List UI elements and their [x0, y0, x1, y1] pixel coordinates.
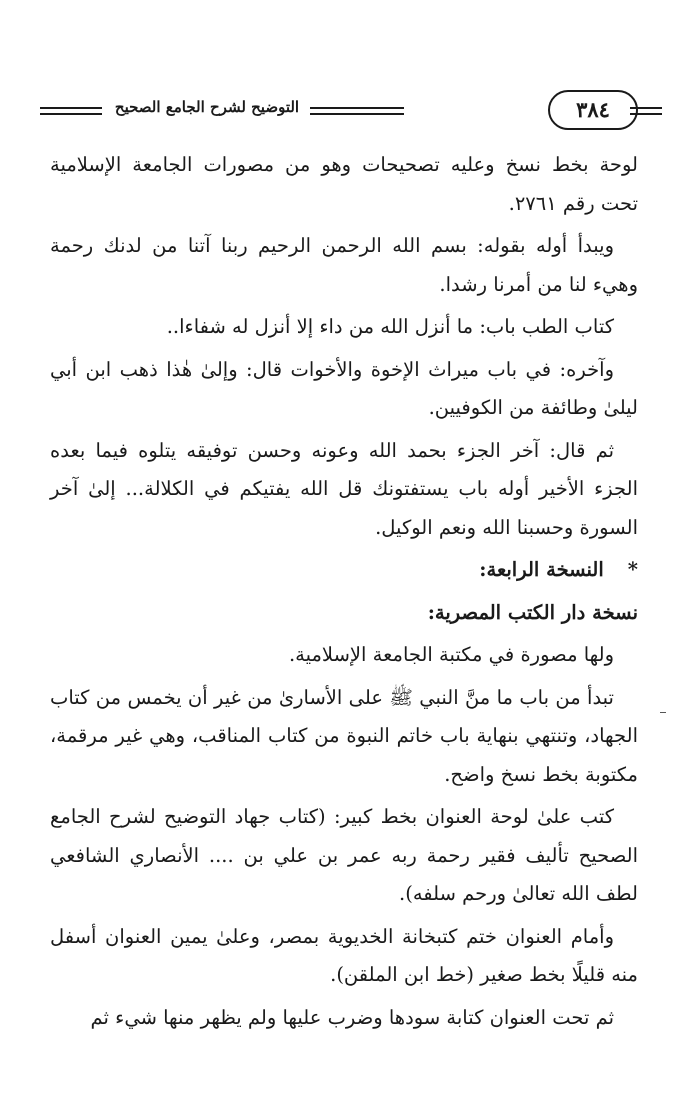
paragraph: وآخره: في باب ميراث الإخوة والأخوات قال: وإلىٰ هٰذا ذهب ابن أبي ليلىٰ وطائفة من الكوفيين.	[50, 357, 638, 419]
section-heading	[50, 551, 638, 590]
paragraph: كتاب الطب باب: ما أنزل الله من داء إلا أنزل له شفاءا..	[166, 315, 614, 338]
paragraph: ثم تحت العنوان كتابة سودها وضرب عليها ولم يظهر منها شيء ثم	[90, 1005, 614, 1029]
header-rule-left	[40, 107, 102, 116]
header-rule-right	[630, 107, 662, 116]
page-body	[50, 146, 638, 1041]
margin-mark	[660, 712, 666, 713]
asterisk-bullet: *	[627, 558, 638, 581]
paragraph: ثم قال: آخر الجزء بحمد الله وعونه وحسن توفيقه يتلوه فيما بعده الجزء الأخير أوله باب يستفتونك قل الله يفتيكم في الكلالة... إلىٰ آخر السورة وحسبنا الله ونعم الوكيل.	[50, 438, 638, 539]
running-title: التوضيح لشرح الجامع الصحيح	[114, 98, 300, 116]
subsection-heading: نسخة دار الكتب المصرية:	[427, 600, 638, 624]
paragraph: وأمام العنوان ختم كتبخانة الخديوية بمصر، وعلىٰ يمين العنوان أسفل منه قليلًا بخط صغير (خط ابن الملقن).	[50, 924, 638, 986]
paragraph: ويبدأ أوله بقوله: بسم الله الرحمن الرحيم ربنا آتنا من لدنك رحمة وهيء لنا من أمرنا رشدا.	[50, 234, 638, 296]
header-rule-middle	[310, 107, 404, 116]
paragraph: تبدأ من باب ما منَّ النبي ﷺ على الأسارىٰ من غير أن يخمس من كتاب الجهاد، وتنتهي بنهاية باب خاتم النبوة من كتاب المناقب، وهي غير مرقمة، مكتوبة بخط نسخ واضح.	[50, 685, 638, 786]
paragraph: لوحة بخط نسخ وعليه تصحيحات وهو من مصورات الجامعة الإسلامية تحت رقم ٢٧٦١.	[50, 153, 638, 215]
section-heading-text: النسخة الرابعة:	[479, 558, 604, 581]
page-header	[40, 90, 632, 134]
paragraph: كتب علىٰ لوحة العنوان بخط كبير: (كتاب جهاد التوضيح لشرح الجامع الصحيح تأليف فقير رحمة ربه عمر بن علي بن .... الأنصاري الشافعي لطف الله تعالىٰ ورحم سلفه).	[50, 805, 638, 905]
page-number-badge: ٣٨٤	[548, 90, 638, 130]
paragraph: ولها مصورة في مكتبة الجامعة الإسلامية.	[288, 643, 614, 666]
